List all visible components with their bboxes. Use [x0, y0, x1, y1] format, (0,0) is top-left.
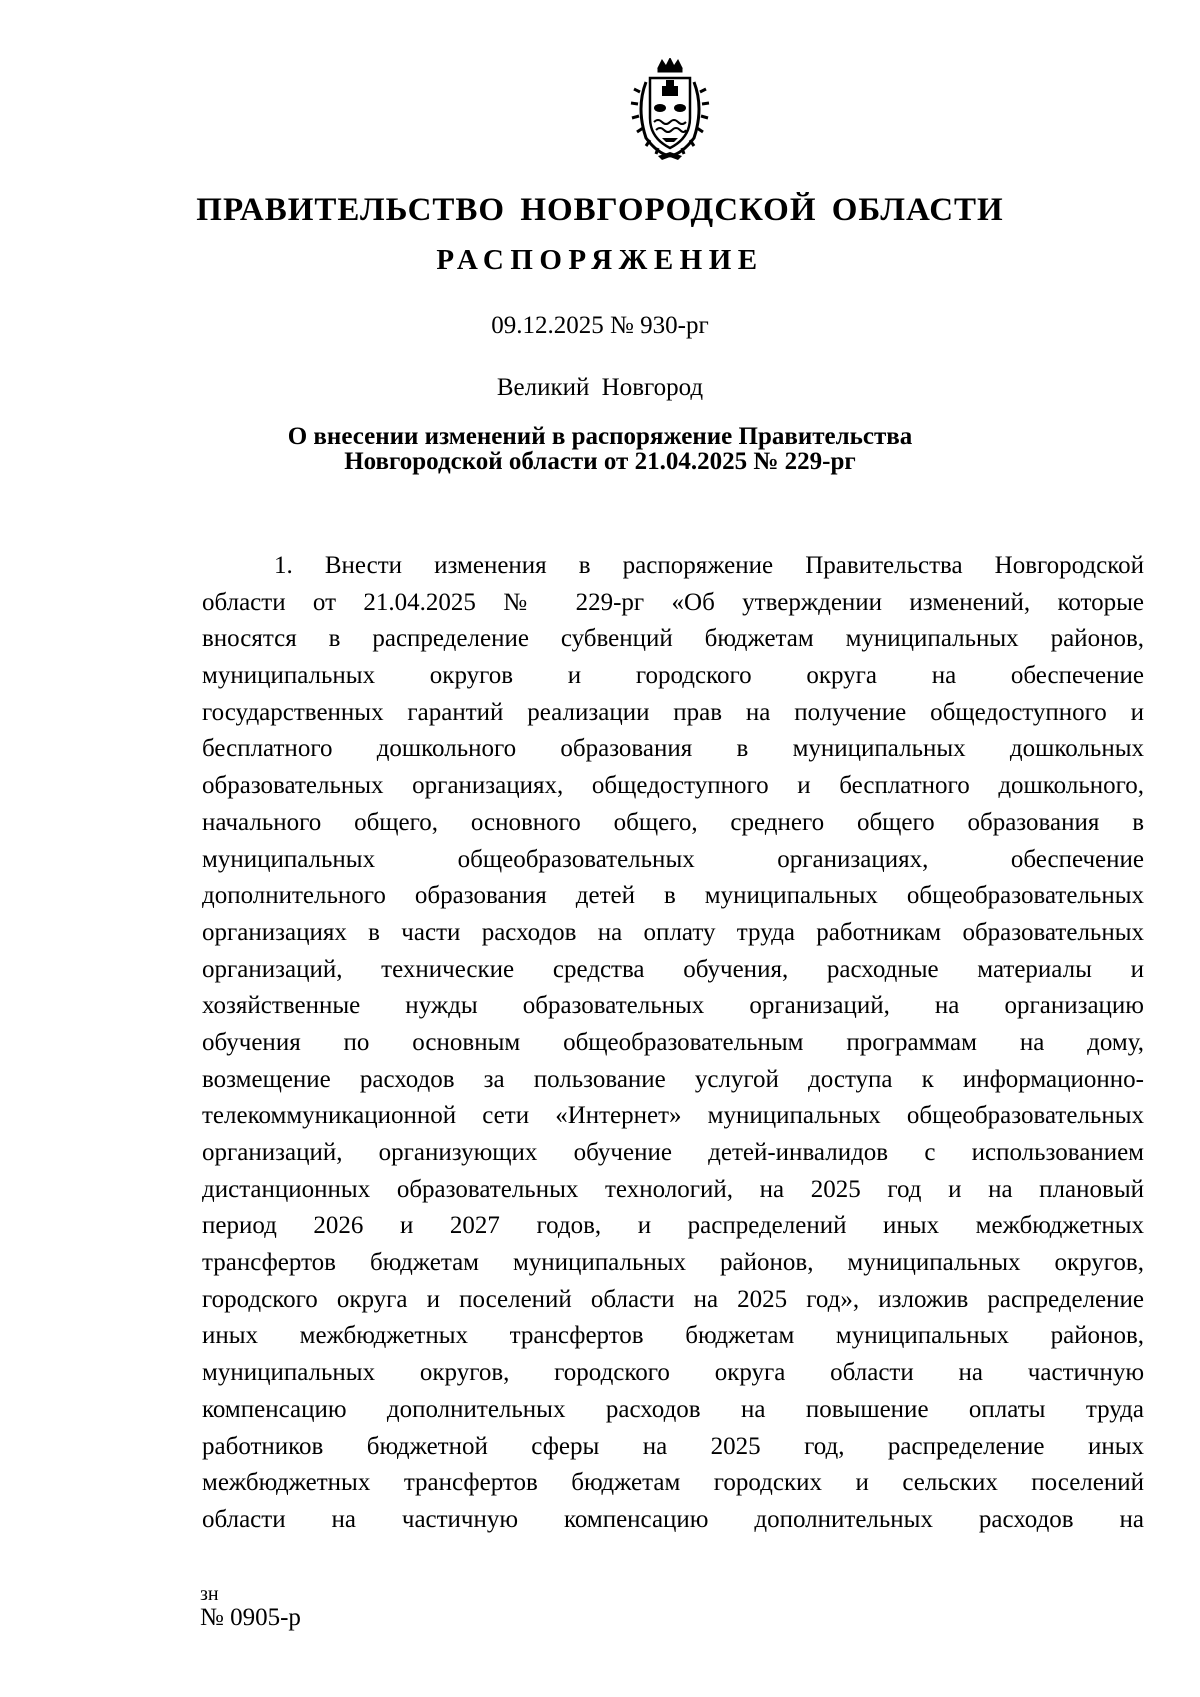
body-line: период 2026 и 2027 годов, и распределений иных межбюджетных — [202, 1212, 1144, 1240]
body-line: муниципальных округов и городского округа на обеспечение — [202, 662, 1144, 690]
body-line: межбюджетных трансфертов бюджетам городских и сельских поселений — [202, 1469, 1144, 1497]
body-line: организаций, технические средства обучения, расходные материалы и — [202, 955, 1144, 983]
document-footer — [200, 1582, 301, 1630]
body-line: государственных гарантий реализации прав на получение общедоступного и — [202, 698, 1144, 726]
document-date-number: 09.12.2025 № 930-рг — [491, 312, 709, 339]
body-line: образовательных организациях, общедоступного и бесплатного дошкольного, — [202, 772, 1144, 800]
body-line: организаций, организующих обучение детей-инвалидов с использованием — [202, 1139, 1144, 1166]
document-place: Великий Новгород — [496, 374, 704, 401]
body-line: хозяйственные нужды образовательных организаций, на организацию — [202, 992, 1144, 1020]
body-line: обучения по основным общеобразовательным программам на дому, — [202, 1028, 1144, 1056]
body-line: возмещение расходов за пользование услугой доступа к информационно- — [202, 1065, 1144, 1093]
document-type: РАСПОРЯЖЕНИЕ — [436, 244, 764, 276]
body-line: области от 21.04.2025 № 229-рг «Об утверждении изменений, которые — [202, 588, 1144, 616]
subject-line: О внесении изменений в распоряжение Правительства — [287, 423, 913, 450]
body-line: области на частичную компенсацию дополнительных расходов на — [202, 1505, 1144, 1533]
body-line: компенсацию дополнительных расходов на повышение оплаты труда — [202, 1395, 1144, 1423]
body-line: иных межбюджетных трансфертов бюджетам муниципальных районов, — [202, 1322, 1144, 1350]
body-line: трансфертов бюджетам муниципальных районов, муниципальных округов, — [202, 1249, 1144, 1277]
body-line: дополнительного образования детей в муниципальных общеобразовательных — [202, 882, 1144, 910]
body-line: вносятся в распределение субвенций бюджетам муниципальных районов, — [202, 625, 1144, 653]
executor-code: зн — [200, 1583, 219, 1605]
registration-number: № 0905-р — [200, 1604, 301, 1631]
organization-title: ПРАВИТЕЛЬСТВО НОВГОРОДСКОЙ ОБЛАСТИ — [196, 192, 1004, 228]
body-line: муниципальных округов, городского округа области на частичную — [202, 1359, 1144, 1387]
document-subject — [0, 424, 1200, 474]
body-line: работников бюджетной сферы на 2025 год, распределение иных — [202, 1432, 1144, 1460]
body-line: телекоммуникационной сети «Интернет» муниципальных общеобразовательных — [202, 1102, 1144, 1130]
body-line: городского округа и поселений области на 2025 год», изложив распределение — [202, 1285, 1144, 1313]
body-line: начального общего, основного общего, среднего общего образования в — [202, 808, 1144, 836]
body-line: дистанционных образовательных технологий, на 2025 год и на плановый — [202, 1175, 1144, 1203]
document-body — [202, 548, 1144, 1539]
body-line: бесплатного дошкольного образования в муниципальных дошкольных — [202, 735, 1144, 763]
body-line: муниципальных общеобразовательных организациях, обеспечение — [202, 845, 1144, 873]
body-line: 1. Внести изменения в распоряжение Правительства Новгородской — [274, 552, 1144, 579]
subject-line: Новгородской области от 21.04.2025 № 229-рг — [344, 448, 856, 475]
body-line: организациях в части расходов на оплату труда работникам образовательных — [202, 918, 1144, 946]
coat-of-arms-icon — [628, 58, 712, 162]
